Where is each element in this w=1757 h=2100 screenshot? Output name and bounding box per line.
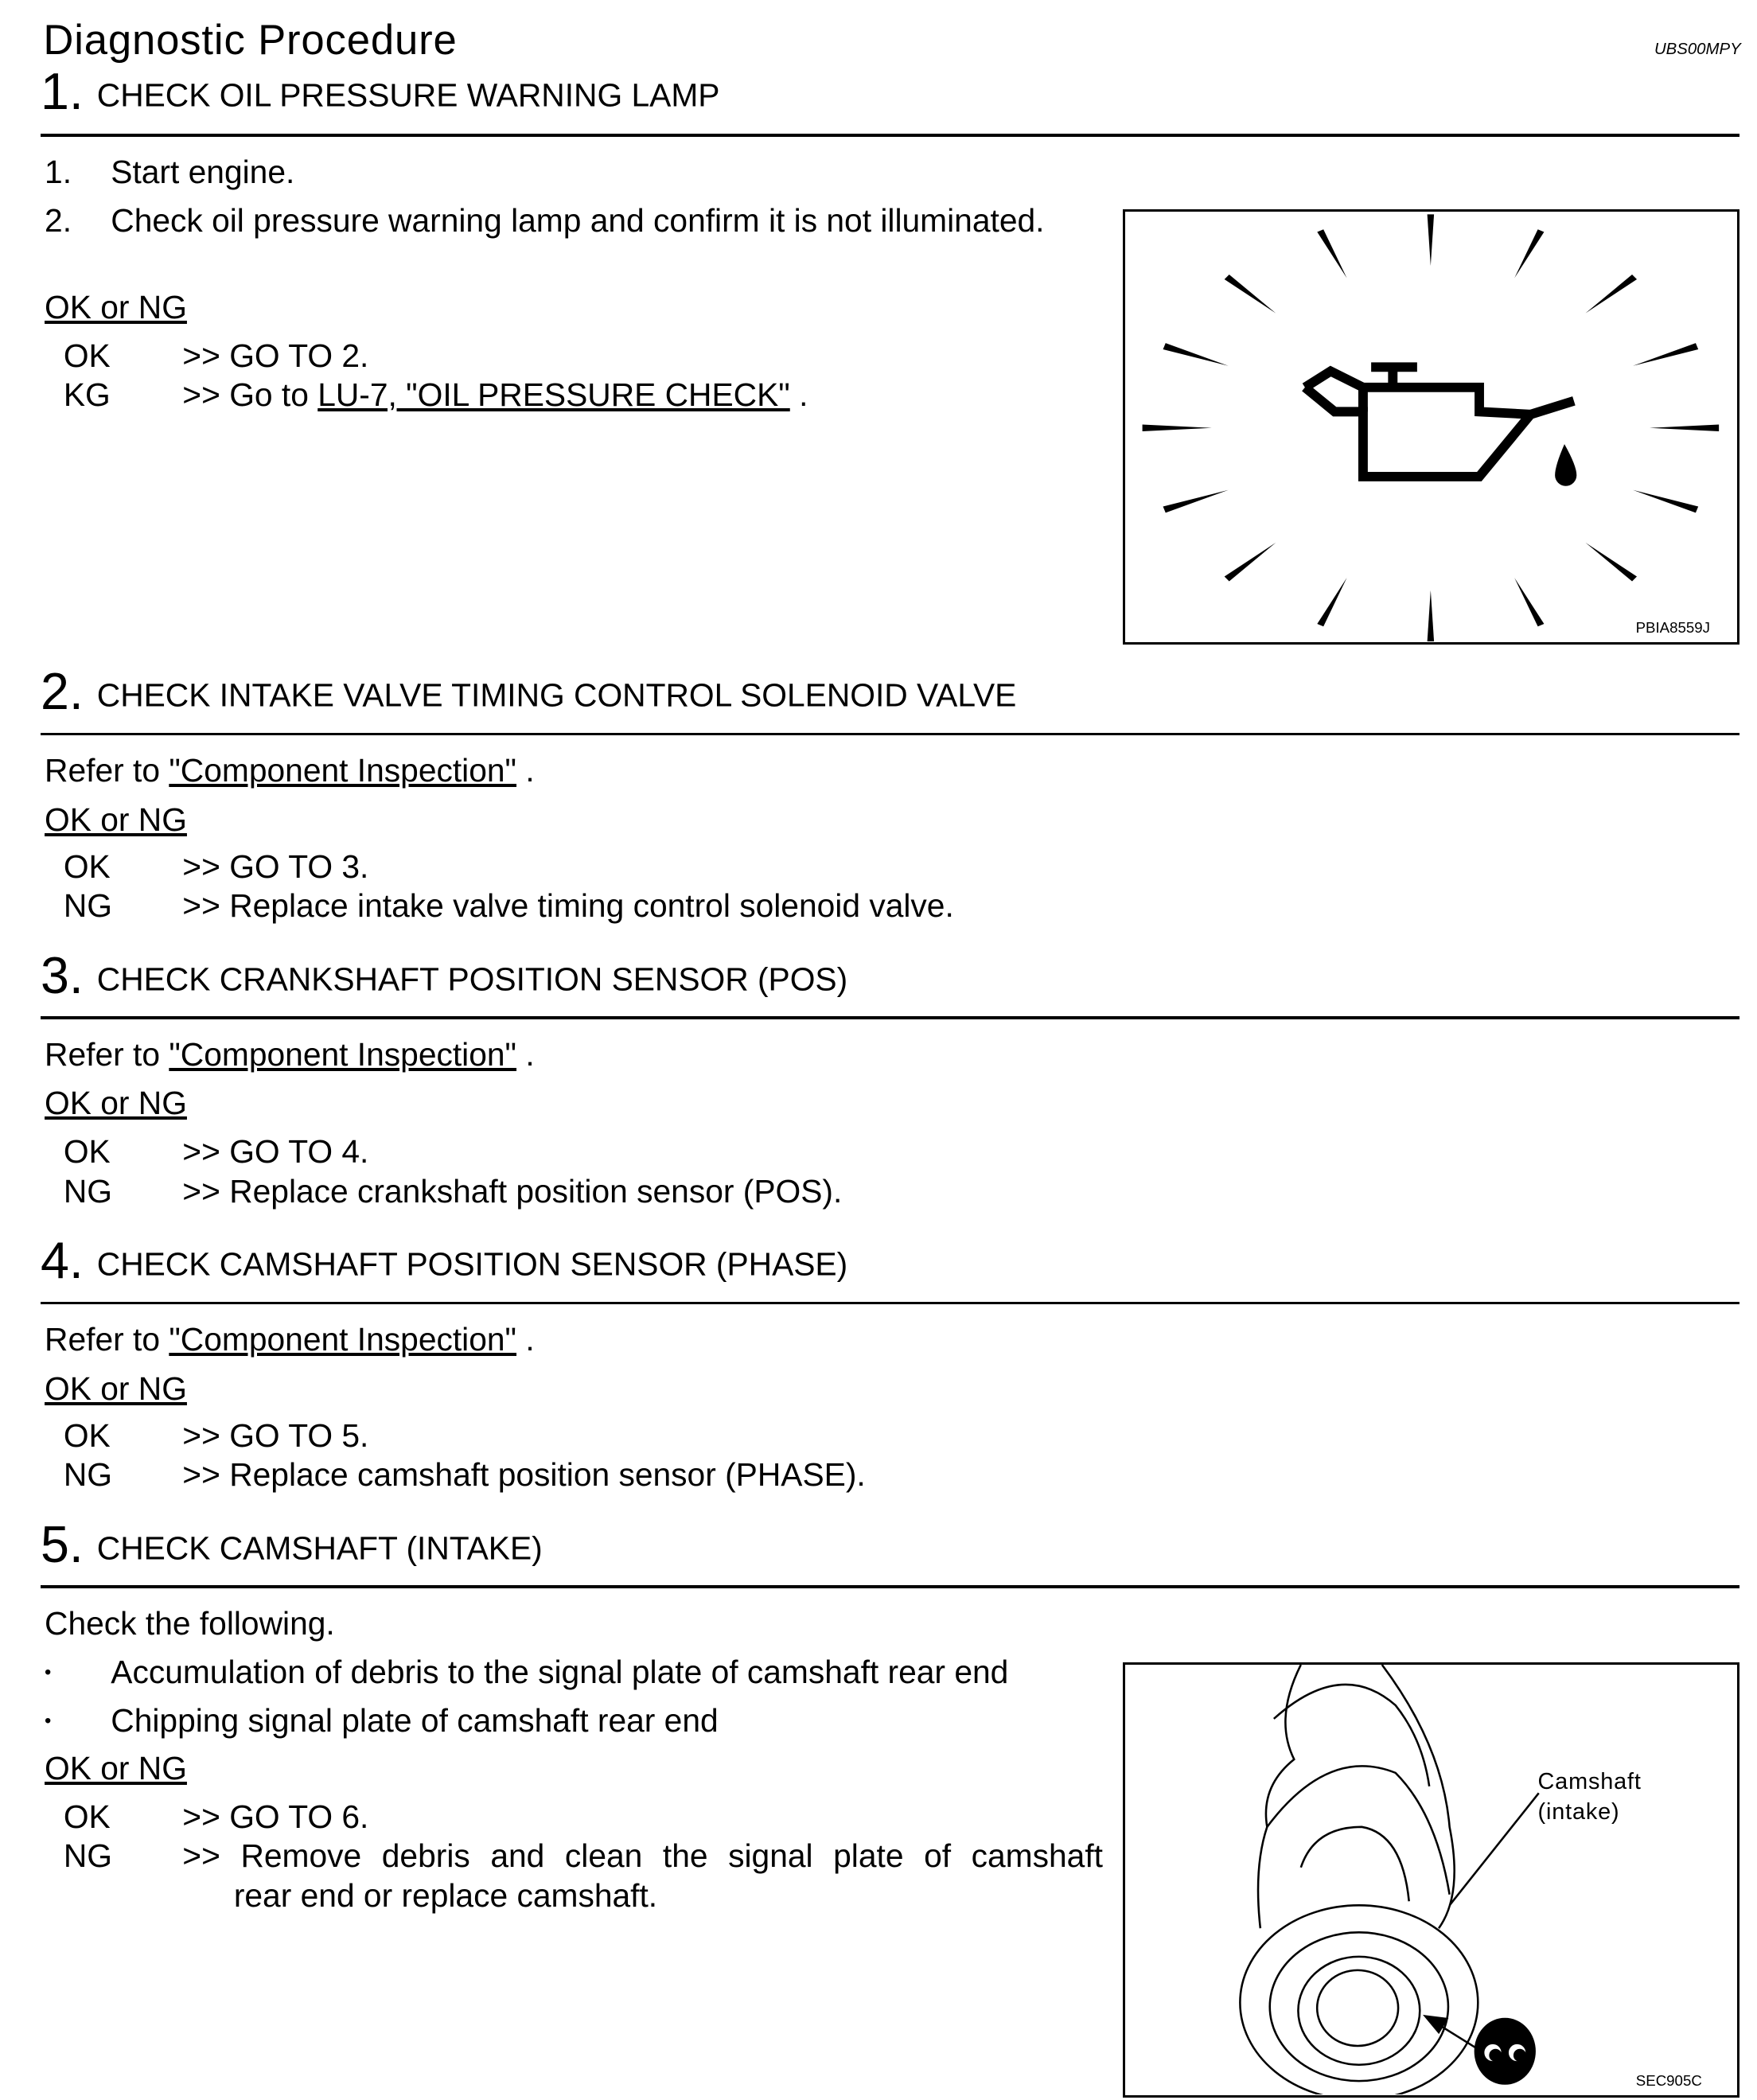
light-ray-icon [1428,215,1434,267]
component-inspection-link[interactable]: "Component Inspection" [169,1321,517,1358]
light-ray-icon [1515,229,1545,278]
ng-action: >> Remove debris and clean the signal plate of camshaft [182,1837,1103,1875]
ok-action: >> GO TO 5. [182,1417,369,1455]
ng-action: >> Replace crankshaft position sensor (POS). [182,1172,843,1210]
ng-action-continued: rear end or replace camshaft. [233,1876,658,1914]
bullet-item: Accumulation of debris to the signal plate of camshaft rear end [111,1654,1009,1691]
ok-action: >> GO TO 6. [182,1798,369,1835]
callout-line-2: (intake) [1537,1798,1620,1825]
light-ray-icon [1318,229,1347,278]
component-inspection-link[interactable]: "Component Inspection" [169,752,517,789]
light-ray-icon [1428,590,1434,642]
ok-ng-label: OK or NG [45,1085,187,1122]
oil-pressure-warning-lamp-icon [1125,212,1736,641]
instruction: Start engine. [111,153,295,190]
ng-label: NG [63,1172,112,1210]
ok-label: OK [63,847,111,885]
ng-action: >> Replace intake valve timing control solenoid valve. [182,887,954,925]
oil-pressure-check-link[interactable]: LU-7, "OIL PRESSURE CHECK" [318,376,790,414]
ok-action: >> GO TO 4. [182,1133,369,1171]
ok-label: OK [63,1417,111,1455]
step-5-heading: 5. CHECK CAMSHAFT (INTAKE) [40,1516,543,1574]
divider [41,1585,1739,1588]
light-ray-icon [1163,490,1229,513]
refer-text: Refer to "Component Inspection" . [45,1321,535,1358]
item-number: 1. [45,153,72,190]
ok-ng-label: OK or NG [45,1369,187,1407]
document-code: UBS00MPY [1654,40,1741,58]
light-ray-icon [1143,425,1212,431]
bullet-item: Chipping signal plate of camshaft rear end [111,1702,719,1740]
step-4-heading: 4. CHECK CAMSHAFT POSITION SENSOR (PHASE) [40,1232,848,1290]
ok-action: >> GO TO 3. [182,847,369,885]
ng-label: KG [63,376,111,414]
bullet-icon: • [45,1662,52,1684]
divider [41,1302,1739,1304]
light-ray-icon [1634,490,1699,513]
instruction: Check oil pressure warning lamp and confirm it is not illuminated. [111,202,1045,240]
step-1-heading: 1. CHECK OIL PRESSURE WARNING LAMP [40,63,720,121]
divider [41,733,1739,735]
refer-text: Refer to "Component Inspection" . [45,1036,535,1073]
figure-code: PBIA8559J [1635,619,1710,637]
step-3-heading: 3. CHECK CRANKSHAFT POSITION SENSOR (POS) [40,946,848,1004]
divider [41,134,1739,136]
ng-label: NG [63,887,112,925]
oil-lamp-figure [1123,209,1739,645]
ok-ng-label: OK or NG [45,801,187,838]
light-ray-icon [1163,343,1229,366]
ng-label: NG [63,1456,112,1494]
refer-text: Refer to "Component Inspection" . [45,752,535,789]
intro-text: Check the following. [45,1605,335,1642]
ng-action: >> Replace camshaft position sensor (PHASE). [182,1456,866,1494]
light-ray-icon [1225,275,1276,314]
ng-action: >> Go to LU-7, "OIL PRESSURE CHECK" . [182,376,808,414]
ok-ng-label: OK or NG [45,1749,187,1786]
camshaft-figure [1123,1662,1739,2098]
ok-ng-label: OK or NG [45,288,187,325]
ok-action: >> GO TO 2. [182,337,369,374]
light-ray-icon [1225,543,1276,582]
page-title: Diagnostic Procedure [43,17,458,64]
component-inspection-link[interactable]: "Component Inspection" [169,1036,517,1073]
ok-label: OK [63,337,111,374]
divider [41,1016,1739,1019]
step-2-heading: 2. CHECK INTAKE VALVE TIMING CONTROL SOLENOID VALVE [40,663,1017,721]
callout-line-1: Camshaft [1537,1769,1642,1795]
light-ray-icon [1318,578,1347,626]
light-ray-icon [1515,578,1545,626]
camshaft-illustration [1125,1665,1736,2094]
light-ray-icon [1650,425,1719,431]
light-ray-icon [1634,343,1699,366]
light-ray-icon [1586,543,1638,582]
ok-label: OK [63,1798,111,1835]
light-ray-icon [1586,275,1638,314]
ng-label: NG [63,1837,112,1875]
camshaft-callout [1537,1767,1641,1827]
bullet-icon: • [45,1710,52,1732]
ok-label: OK [63,1133,111,1171]
item-number: 2. [45,202,72,240]
figure-code: SEC905C [1635,2072,1702,2090]
